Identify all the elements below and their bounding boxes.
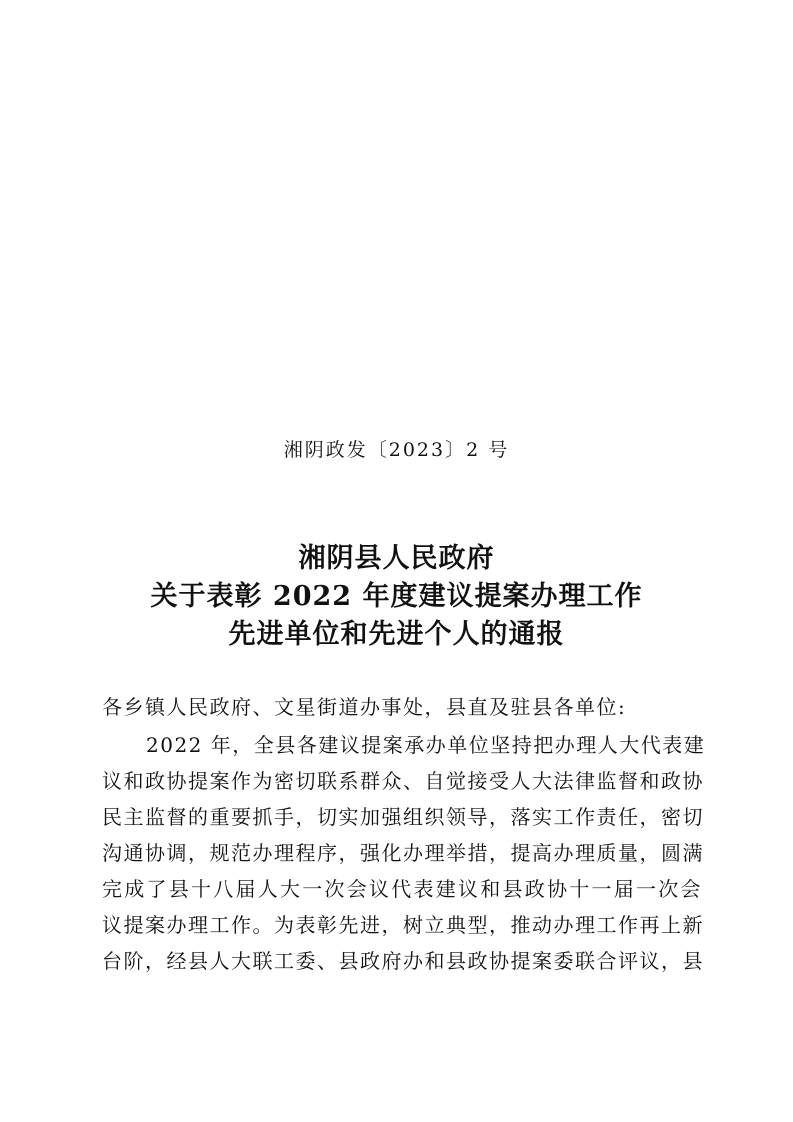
salutation: 各乡镇人民政府、文星街道办事处，县直及驻县各单位: [102,695,627,719]
title-line: 关于表彰 2022 年度建议提案办理工作 [150,581,643,612]
body-line: 沟通协调，规范办理程序，强化办理举措，提高办理质量，圆满 [102,841,704,865]
body-line: 台阶，经县人大联工委、县政府办和县政协提案委联合评议，县 [102,949,704,973]
title-line: 先进单位和先进个人的通报 [228,619,565,650]
body-line: 议和政协提案作为密切联系群众、自觉接受人大法律监督和政协 [102,769,704,793]
body-line: 完成了县十八届人大一次会议代表建议和县政协十一届一次会 [102,877,702,901]
body-line: 议提案办理工作。为表彰先进，树立典型，推动办理工作再上新 [102,913,704,937]
document-title [0,540,793,654]
title-line: 湘阴县人民政府 [298,543,495,574]
body-line: 2022 年，全县各建议提案承办单位坚持把办理人大代表建 [146,733,706,757]
document-number: 湘阴政发〔2023〕2 号 [283,439,510,461]
body-paragraph [102,727,706,979]
body-line: 民主监督的重要抓手，切实加强组织领导，落实工作责任，密切 [102,805,704,829]
